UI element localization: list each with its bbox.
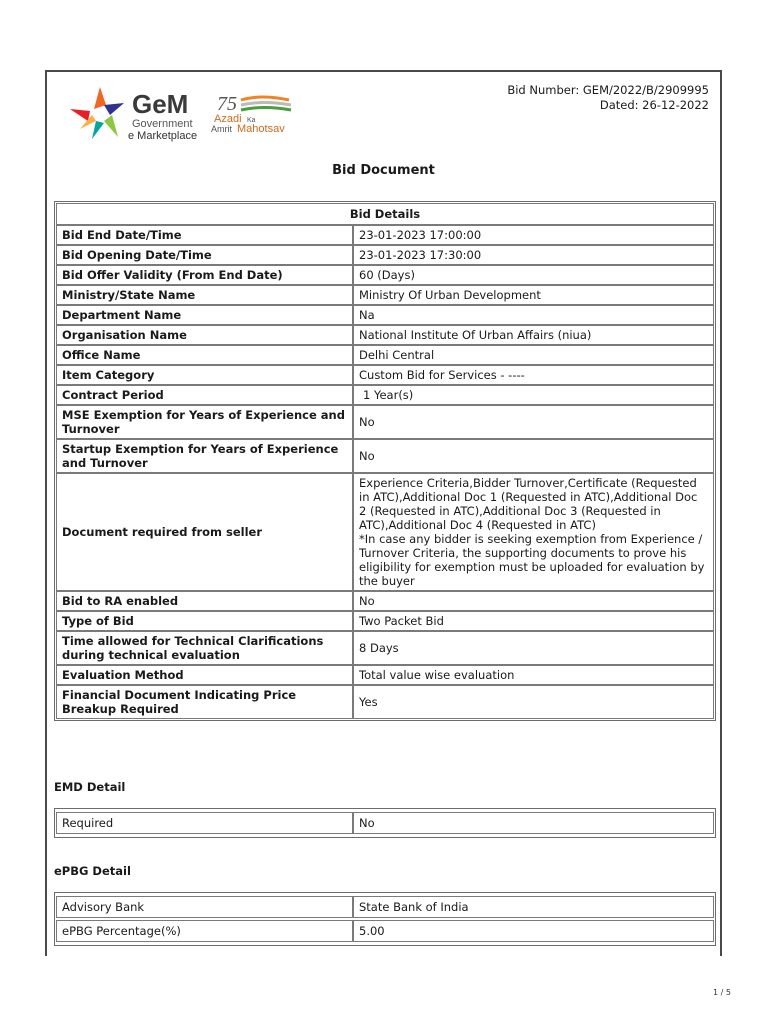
row-value — [353, 473, 714, 591]
row-label: Bid to RA enabled — [56, 591, 353, 611]
row-value — [353, 611, 714, 631]
svg-text:Ka: Ka — [247, 117, 256, 124]
table-row — [56, 920, 714, 942]
row-label: Time allowed for Technical Clarifications during technical evaluation — [56, 631, 353, 665]
row-value-text: No — [359, 449, 375, 463]
row-value-text: No — [359, 594, 375, 608]
row-value — [353, 225, 714, 245]
row-value — [353, 631, 714, 665]
row-label: Item Category — [56, 365, 353, 385]
row-value — [353, 591, 714, 611]
row-label: Office Name — [56, 345, 353, 365]
row-value — [353, 345, 714, 365]
row-value-text: National Institute Of Urban Affairs (niua) — [359, 328, 592, 342]
row-value — [353, 385, 714, 405]
row-label: Type of Bid — [56, 611, 353, 631]
svg-text:Government: Government — [132, 118, 193, 130]
table-row — [56, 305, 714, 325]
svg-text:Mahotsav: Mahotsav — [237, 123, 285, 134]
table-row — [56, 665, 714, 685]
table-row — [56, 365, 714, 385]
row-value — [353, 685, 714, 719]
azadi-ka-amrit-mahotsav-logo — [211, 92, 303, 134]
row-label: Required — [56, 812, 353, 834]
row-value-text: Total value wise evaluation — [359, 668, 515, 682]
svg-text:e Marketplace: e Marketplace — [128, 130, 198, 142]
table-row — [56, 473, 714, 591]
bid-details-heading: Bid Details — [56, 203, 714, 225]
gem-logo — [66, 83, 206, 145]
row-value-text: 1 Year(s) — [363, 388, 414, 402]
epbg-detail-table — [54, 892, 716, 946]
row-label: MSE Exemption for Years of Experience and Turnover — [56, 405, 353, 439]
row-value-text: Two Packet Bid — [359, 614, 444, 628]
table-row — [56, 591, 714, 611]
row-value-text: Yes — [359, 695, 378, 709]
row-value: 5.00 — [353, 920, 714, 942]
row-value — [353, 405, 714, 439]
row-value — [353, 245, 714, 265]
table-row — [56, 405, 714, 439]
row-value-text: Delhi Central — [359, 348, 435, 362]
row-value-text: No — [359, 415, 375, 429]
bid-number: Bid Number: GEM/2022/B/2909995 — [507, 83, 709, 97]
table-row — [56, 265, 714, 285]
row-value — [353, 325, 714, 345]
row-value — [353, 265, 714, 285]
row-value — [353, 665, 714, 685]
row-value — [353, 365, 714, 385]
gem-star-icon — [70, 87, 124, 139]
table-row — [56, 685, 714, 719]
row-label: Advisory Bank — [56, 896, 353, 918]
page-number: 1 / 5 — [713, 988, 731, 997]
row-label: Startup Exemption for Years of Experience and Turnover — [56, 439, 353, 473]
row-value-note: *In case any bidder is seeking exemption from Experience / Turnover Criteria, the supporting documents to prove his eligibility for exemption must be uploaded for evaluation by the buyer — [359, 532, 705, 588]
svg-text:Azadi: Azadi — [214, 113, 242, 125]
table-row — [56, 611, 714, 631]
emd-detail-title: EMD Detail — [54, 780, 126, 794]
row-value: State Bank of India — [353, 896, 714, 918]
table-row — [56, 631, 714, 665]
row-value-text: 23-01-2023 17:00:00 — [359, 228, 482, 242]
svg-text:GeM: GeM — [132, 89, 189, 119]
row-label: Organisation Name — [56, 325, 353, 345]
row-value-text: Na — [359, 308, 375, 322]
table-row — [56, 325, 714, 345]
bid-meta — [507, 83, 709, 112]
bid-details-rows — [56, 225, 714, 719]
row-value-text: 60 (Days) — [359, 268, 415, 282]
bid-date: Dated: 26-12-2022 — [599, 97, 709, 112]
table-row — [56, 225, 714, 245]
svg-text:Amrit: Amrit — [211, 124, 232, 134]
table-row — [56, 896, 714, 918]
row-value — [353, 305, 714, 325]
row-label: Department Name — [56, 305, 353, 325]
table-row — [56, 345, 714, 365]
svg-text:75: 75 — [217, 93, 237, 115]
row-value — [353, 285, 714, 305]
row-value-text: 8 Days — [359, 641, 399, 655]
row-value-text: Custom Bid for Services - ---- — [359, 368, 525, 382]
table-row — [56, 385, 714, 405]
row-label: ePBG Percentage(%) — [56, 920, 353, 942]
table-row — [56, 439, 714, 473]
row-label: Financial Document Indicating Price Breakup Required — [56, 685, 353, 719]
row-label: Bid End Date/Time — [56, 225, 353, 245]
bid-details-table — [54, 201, 716, 721]
row-value-text: Experience Criteria,Bidder Turnover,Certificate (Requested in ATC),Additional Doc 1 (Requested in ATC),Additional Doc 2 (Requested in ATC),Additional Doc 3 (Requested in ATC),Additional Doc 4 (Requested in ATC) — [359, 476, 698, 532]
row-label: Bid Offer Validity (From End Date) — [56, 265, 353, 285]
row-label: Document required from seller — [56, 473, 353, 591]
row-value-text: 23-01-2023 17:30:00 — [359, 248, 482, 262]
emd-detail-table — [54, 808, 716, 838]
table-row — [56, 285, 714, 305]
row-value: No — [353, 812, 714, 834]
table-row — [56, 245, 714, 265]
row-value — [353, 439, 714, 473]
row-label: Evaluation Method — [56, 665, 353, 685]
epbg-detail-title: ePBG Detail — [54, 864, 131, 878]
document-title: Bid Document — [332, 163, 435, 178]
row-value-text: Ministry Of Urban Development — [359, 288, 541, 302]
document-page — [45, 70, 722, 956]
row-label: Contract Period — [56, 385, 353, 405]
table-row — [56, 812, 714, 834]
row-label: Bid Opening Date/Time — [56, 245, 353, 265]
row-label: Ministry/State Name — [56, 285, 353, 305]
